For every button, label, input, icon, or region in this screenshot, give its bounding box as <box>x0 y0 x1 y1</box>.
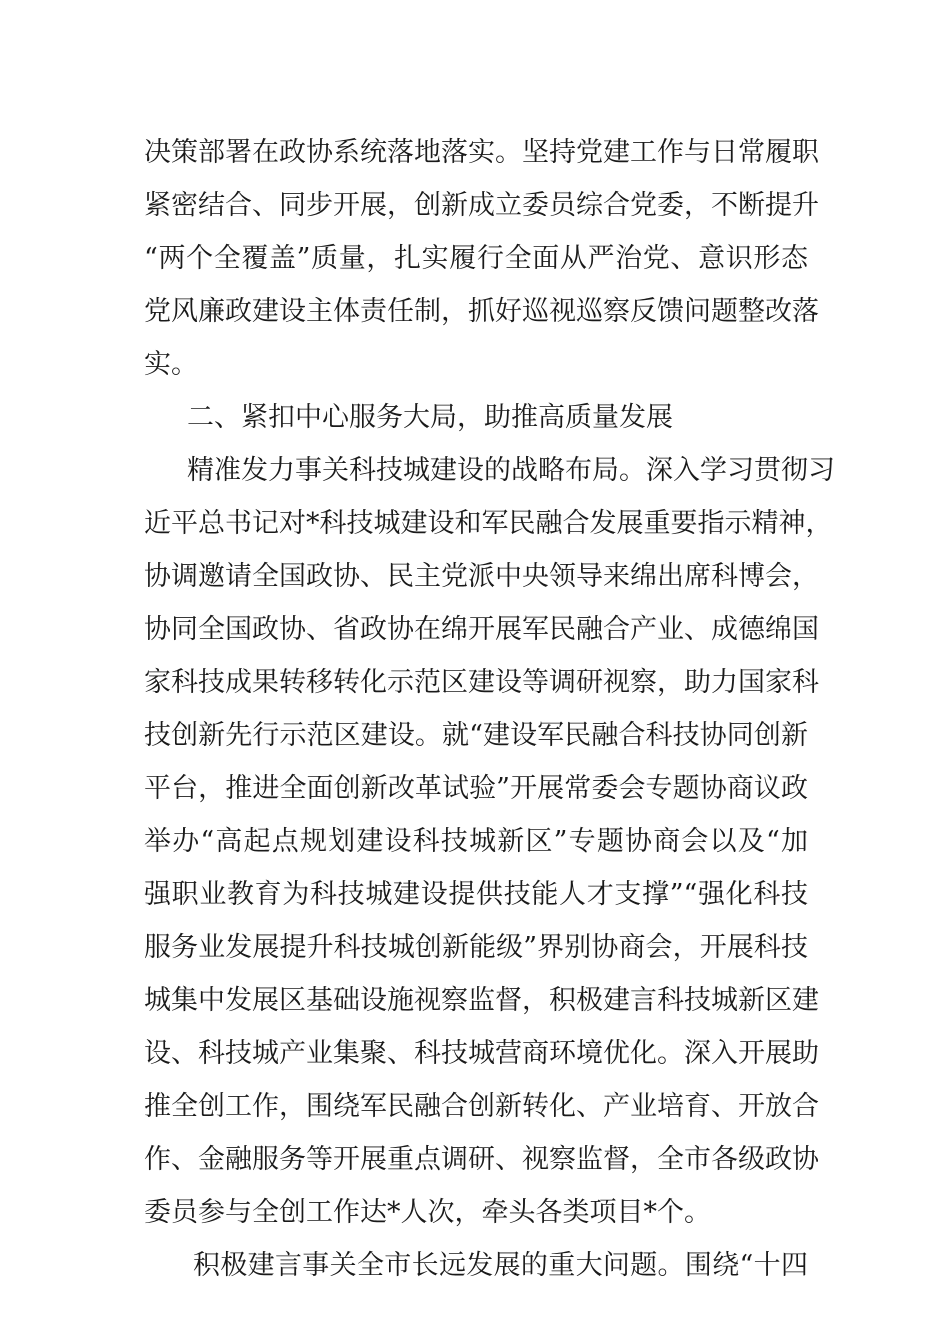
paragraph-lead: 积极建言事关全市长远发展的重大问题。围绕“十四 <box>193 1250 808 1281</box>
body-text-line: 推全创工作，围绕军民融合创新转化、产业培育、开放合 <box>144 1091 819 1122</box>
body-text-line: 决策部署在政协系统落地落实。坚持党建工作与日常履职 <box>144 137 819 168</box>
body-text-line: 平台，推进全面创新改革试验”开展常委会专题协商议政 <box>144 773 808 804</box>
body-text-line: 服务业发展提升科技城创新能级”界别协商会，开展科技 <box>144 932 808 963</box>
body-text-line: 举办“高起点规划建设科技城新区”专题协商会以及“加 <box>144 826 808 857</box>
body-text-line: 设、科技城产业集聚、科技城营商环境优化。深入开展助 <box>144 1038 819 1069</box>
body-text-line: 技创新先行示范区建设。就“建设军民融合科技协同创新 <box>144 720 808 751</box>
body-text-line: 紧密结合、同步开展，创新成立委员综合党委，不断提升 <box>144 190 819 221</box>
body-text-line: 协同全国政协、省政协在绵开展军民融合产业、成德绵国 <box>144 614 819 645</box>
body-text-line: 家科技成果转移转化示范区建设等调研视察，助力国家科 <box>144 667 819 698</box>
section-heading: 二、紧扣中心服务大局，助推高质量发展 <box>187 402 673 433</box>
body-text-line: 委员参与全创工作达*人次，牵头各类项目*个。 <box>144 1197 711 1228</box>
body-text-line: 实。 <box>144 349 198 380</box>
body-text-line: “两个全覆盖”质量，扎实履行全面从严治党、意识形态 <box>144 243 808 274</box>
body-text-line: 近平总书记对*科技城建设和军民融合发展重要指示精神， <box>144 508 833 539</box>
body-text-line: 协调邀请全国政协、民主党派中央领导来绵出席科博会， <box>144 561 819 592</box>
body-text-line: 城集中发展区基础设施视察监督，积极建言科技城新区建 <box>144 985 819 1016</box>
body-text-line: 党风廉政建设主体责任制，抓好巡视巡察反馈问题整改落 <box>144 296 819 327</box>
paragraph-lead: 精准发力事关科技城建设的战略布局。深入学习贯彻习 <box>187 455 835 486</box>
body-text-line: 作、金融服务等开展重点调研、视察监督，全市各级政协 <box>144 1144 819 1175</box>
body-text-line: 强职业教育为科技城建设提供技能人才支撑”“强化科技 <box>144 879 808 910</box>
